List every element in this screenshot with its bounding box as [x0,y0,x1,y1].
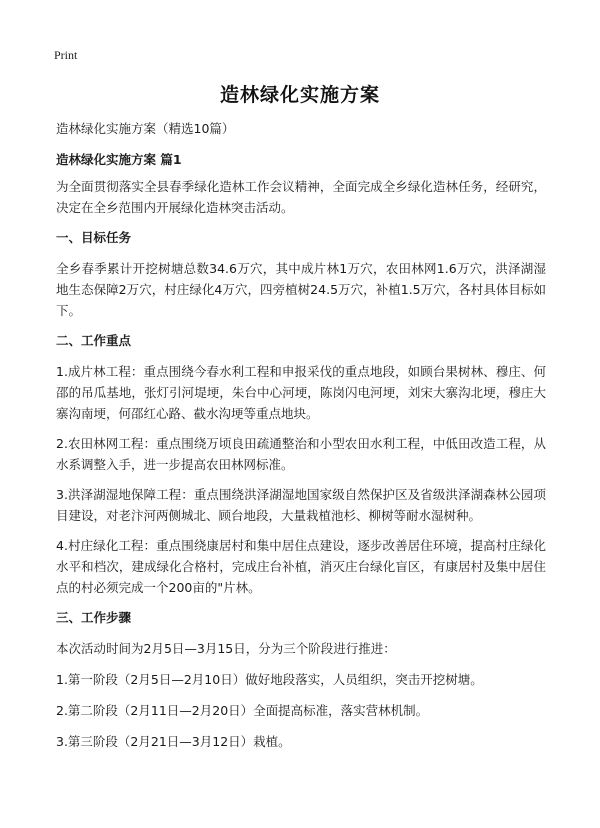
intro-paragraph: 为全面贯彻落实全县春季绿化造林工作会议精神，全面完成全乡绿化造林任务，经研究，决定在全乡范围内开展绿化造林突击活动。 [56,179,546,215]
print-label: Print [54,48,78,62]
goals-paragraph: 全乡春季累计开挖树塘总数34.6万穴，其中成片林1万穴，农田林网1.6万穴，洪泽湖湿地生态保障2万穴，村庄绿化4万穴，四旁植树24.5万穴，补植1.5万穴，各村具体目标如下。 [56,261,546,318]
section-heading-goals: 一、目标任务 [56,230,132,245]
focus-item-2: 2.农田林网工程：重点围绕万顷良田疏通整治和小型农田水利工程，中低田改造工程，从水系调整入手，进一步提高农田林网标准。 [56,436,546,472]
article-title: 造林绿化实施方案 篇1 [56,152,182,167]
section-heading-steps: 三、工作步骤 [56,610,132,625]
step-2: 2.第二阶段（2月11日—2月20日）全面提高标准，落实营林机制。 [56,703,429,718]
step-3: 3.第三阶段（2月21日—3月12日）栽植。 [56,734,291,749]
step-1: 1.第一阶段（2月5日—2月10日）做好地段落实，人员组织，突击开挖树塘。 [56,672,483,687]
steps-intro: 本次活动时间为2月5日—3月15日，分为三个阶段进行推进： [56,641,396,656]
focus-item-1: 1.成片林工程：重点围绕今春水利工程和申报采伐的重点地段，如顾台果树林、穆庄、何邵的吊瓜基地，张灯引河堤埂，朱台中心河埂，陈岗闪电河埂，刘宋大寨沟北埂，穆庄大寨沟南埂，何邵红心路、截水沟埂等重点地块。 [56,364,546,421]
section-heading-focus: 二、工作重点 [56,333,132,348]
focus-item-4: 4.村庄绿化工程：重点围绕康居村和集中居住点建设，逐步改善居住环境，提高村庄绿化水平和档次，建成绿化合格村，完成庄台补植，消灭庄台绿化盲区，有康居村及集中居住点的村必须完成一个200亩的"片林。 [56,538,546,595]
document-subtitle: 造林绿化实施方案（精选10篇） [56,121,235,136]
page-title: 造林绿化实施方案 [219,84,380,106]
document-body [56,118,546,762]
focus-item-3: 3.洪泽湖湿地保障工程：重点围绕洪泽湖湿地国家级自然保护区及省级洪泽湖森林公园项目建设，对老汴河两侧城北、顾台地段，大量栽植池杉、柳树等耐水湿树种。 [56,487,546,523]
